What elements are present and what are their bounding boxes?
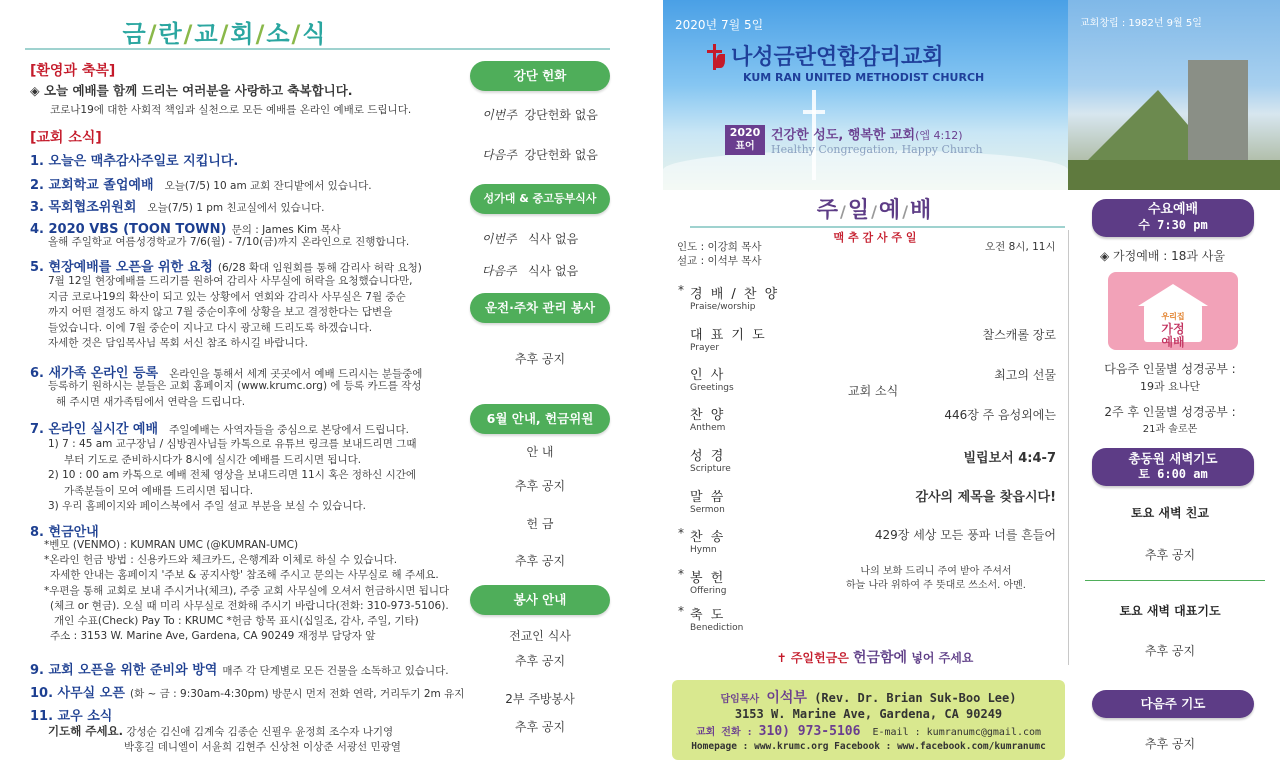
family-worship-lesson: ◈ 가정예배 : 18과 사울 <box>1100 249 1225 263</box>
dawn-prayer-badge: 총동원 새벽기도 토 6:00 am <box>1092 448 1254 486</box>
usher-label: 안 내 <box>526 445 554 459</box>
altar-flowers-header: 강단 헌화 <box>470 61 610 91</box>
column-divider <box>1068 230 1069 665</box>
church-address: 3153 W. Marine Ave, Gardena, CA 90249 <box>734 707 1003 721</box>
motto-en: Healthy Congregation, Happy Church <box>771 143 983 156</box>
pastor-line: 담임목사 이석부 (Rev. Dr. Brian Suk-Boo Lee) <box>720 690 1017 706</box>
study-two-weeks: 2주 후 인물별 성경공부 : 21과 솔로몬 <box>1104 405 1236 435</box>
order-prayer: 대 표 기 도 Prayer 찰스캐롤 장로 <box>690 328 1056 353</box>
vbs-detail: 올해 주일학교 여름성경학교가 7/6(월) - 7/10(금)까지 온라인으로 진행합니다. <box>48 236 410 248</box>
worship-divider <box>690 226 1065 228</box>
meal-this-week: 이번주 식사 없음 <box>481 232 579 246</box>
right-divider <box>1085 580 1265 581</box>
kitchen-value: 추후 공지 <box>514 720 566 734</box>
church-lawn <box>1068 160 1280 190</box>
offering-label: 헌 금 <box>526 517 554 531</box>
offering-value: 추후 공지 <box>514 554 566 568</box>
news-item-7: 7. 온라인 실시간 예배 주일예배는 사역자들을 중심으로 본당에서 드립니다. <box>30 422 409 437</box>
prayer-list: 기도해 주세요. 강성순 김신애 김계숙 김종순 신필우 윤정희 조수자 나기영 <box>48 724 394 738</box>
worship-subtitle: 맥 추 감 사 주 일 <box>833 231 917 244</box>
web-line: Homepage : www.krumc.org Facebook : www.facebook.com/kumranumc <box>691 741 1046 752</box>
order-scripture: 성 경 Scripture 빌립보서 4:4-7 <box>690 449 1056 474</box>
logo-text: 우리집 가정 예배 <box>1144 304 1202 342</box>
title-char: 란 <box>158 20 184 48</box>
order-hymn: * 찬 송 Hymn 429장 세상 모든 풍파 너를 흔들어 <box>678 526 1056 555</box>
umc-logo-icon <box>705 44 725 70</box>
sat-prayer: 토요 새벽 대표기도 <box>1119 604 1221 618</box>
contact-box <box>672 680 1065 760</box>
title-char: 금 <box>122 20 148 48</box>
study-next-week: 다음주 인물별 성경공부 : 19과 요나단 <box>1104 362 1236 393</box>
news-item-2: 2. 교회학교 졸업예배 오늘(7/5) 10 am 교회 잔디밭에서 있습니다. <box>30 178 372 193</box>
order-greetings: 인 사 Greetings 최고의 선물 교회 소식 <box>690 368 1056 398</box>
news-item-10: 10. 사무실 오픈 (화 ~ 금 : 9:30am-4:30pm) 방문시 먼저 전화 연락, 거리두기 2m 유지 <box>30 686 465 701</box>
altar-next-week: 다음주 강단헌화 없음 <box>482 148 598 162</box>
news-item-11: 11. 교우 소식 <box>30 709 113 724</box>
next-prayer-value: 추후 공지 <box>1144 737 1196 751</box>
news-header: [교회 소식] <box>30 130 102 146</box>
sat-fellowship: 토요 새벽 친교 <box>1131 506 1209 520</box>
choir-meal-header: 성가대 & 중고등부식사 <box>470 184 610 214</box>
motto-year-badge: 2020 표어 <box>725 125 765 155</box>
news-item-4: 4. 2020 VBS (TOON TOWN) 문의 : James Kim 목사 <box>30 222 341 237</box>
phone-line: 교회 전화 : 310) 973-5106 E-mail : kumranumc@gmail.com <box>695 724 1042 739</box>
item6-detail: 등록하기 원하시는 분들은 교회 홈페이지 (www.krumc.org) 에 등록 카드를 작성 해 주시면 새가족팀에서 연락을 드립니다. <box>48 380 422 408</box>
wed-service-badge: 수요예배 수 7:30 pm <box>1092 199 1254 237</box>
title-char: 식 <box>302 20 328 48</box>
parking-value: 추후 공지 <box>514 352 566 366</box>
order-anthem: 찬 양 Anthem 446장 주 음성외에는 <box>690 408 1056 433</box>
news-item-1: 1. 오늘은 맥추감사주일로 지킵니다. <box>30 154 239 169</box>
news-item-3: 3. 목회협조위원회 오늘(7/5) 1 pm 친교실에서 있습니다. <box>30 200 325 215</box>
next-prayer-badge: 다음주 기도 <box>1092 690 1254 718</box>
news-item-5: 5. 현장예배를 오픈을 위한 요청 (6/28 확대 임원회를 통해 감리사 허락 요청) <box>30 260 422 275</box>
order-sermon: 말 씀 Sermon 감사의 제목을 찾읍시다! <box>690 490 1056 515</box>
welcome-header: [환영과 축복] <box>30 63 116 79</box>
church-tower <box>1188 60 1248 170</box>
title-char: 교 <box>194 20 220 48</box>
item5-detail: 7월 12일 현장예배를 드리기를 원하여 감리사 사무실에 허락을 요청했습니다만, 지금 코로나19의 확산이 되고 있는 상황에서 연회와 감리사 사무실은 7월 중순 까지 어떤 결정도 하지 않고 7월 중순이후에 상황을 보고 결정한다는 답변을 들었습니다. 이에 7월 중순이 지나고 다시 광고해 드리도록 하겠습니다. 자세한 것은 담임목사님 목회 서신 참조 하시길 바랍니다. <box>48 275 413 349</box>
leader: 인도 : 이강희 목사 <box>677 241 762 253</box>
founded-date: 교회창립 : 1982년 9월 5일 <box>1080 18 1202 29</box>
altar-this-week: 이번주 강단헌화 없음 <box>482 108 598 122</box>
order-benediction: * 축 도 Benediction <box>678 604 744 633</box>
church-name: 나성금란연합감리교회 <box>731 45 944 70</box>
prayer-list-2: 박홍길 데니엘이 서윤희 김현주 신상천 이상준 서광선 민광열 <box>124 741 401 753</box>
item8-detail: *벤모 (VENMO) : KUMRAN UMC (@KUMRAN-UMC) *온라인 헌금 방법 : 신용카드와 체크카드, 은행계좌 이체로 하실 수 있습니다. 자세한 안내는 홈페이지 '주보 & 공지사항' 참조해 주시고 문의는 사무실로 해 주세요. *우편을 통해 교회로 보내 주시거나(체크), 주중 교회 사무실에 오셔서 헌금하시면 됩니다 (체크 or 현금). 오실 때 미리 사무실로 전화해 주시기 바랍니다(전화: 310-973-5106). 개인 수표(Check) Pay To : KRUMC *헌금 항목 표시(십일조, 감사, 주일, 기타) 주소 : 3153 W. Marine Ave, Gardena, CA 90249 재정부 담당자 앞 <box>44 539 450 643</box>
bulletin-date: 2020년 7월 5일 <box>675 18 764 32</box>
church-name-en: KUM RAN UNITED METHODIST CHURCH <box>743 71 985 84</box>
order-praise: * 경 배 / 찬 양 Praise/worship <box>678 283 780 312</box>
meal-label: 전교인 식사 <box>509 629 571 643</box>
meal-value: 추후 공지 <box>514 654 566 668</box>
church-banner <box>663 0 1068 190</box>
welcome-note: 코로나19에 대한 사회적 책임과 실천으로 모든 예배를 온라인 예배로 드립니다. <box>50 104 412 116</box>
family-worship-logo <box>1108 272 1238 350</box>
usher-value: 추후 공지 <box>514 479 566 493</box>
offering-note: ✝ 주일헌금은 헌금함에 넣어 주세요 <box>776 650 974 666</box>
motto: 건강한 성도, 행복한 교회(엡 4:12) <box>771 128 963 143</box>
news-item-6: 6. 새가족 온라인 등록 온라인을 통해서 세계 곳곳에서 예배 드리시는 분들중에 <box>30 366 423 381</box>
church-photo <box>1068 0 1280 190</box>
welcome-line: ◈ 오늘 예배를 함께 드리는 여러분을 사랑하고 축복합니다. <box>30 83 353 98</box>
title-char: 회 <box>230 20 256 48</box>
sat-fellowship-value: 추후 공지 <box>1144 548 1196 562</box>
ushers-header: 6월 안내, 헌금위원 <box>470 404 610 434</box>
news-item-9: 9. 교회 오픈을 위한 준비와 방역 매주 각 단계별로 모든 건물을 소독하고 있습니다. <box>30 663 449 678</box>
kitchen-label: 2부 주방봉사 <box>505 692 575 706</box>
sat-prayer-value: 추후 공지 <box>1144 644 1196 658</box>
volunteer-header: 봉사 안내 <box>470 585 610 615</box>
page-title: 금/란/교/회/소/식 <box>122 20 328 48</box>
order-offering: * 봉 헌 Offering 나의 보화 드리니 주여 받아 주셔서 하늘 나라 위하여 주 뜻대로 쓰소서. 아멘. <box>678 566 1026 596</box>
item7-detail: 1) 7 : 45 am 교구장님 / 심방권사님들 카톡으로 유튜브 링크를 보내드리면 그때 부터 기도로 준비하시다가 8시에 실시간 예배를 드리시면 됩니다. 2) 10 : 00 am 카톡으로 예배 전체 영상을 보내드리면 11시 혹은 정하신 시간에 가족분들이 모여 예배를 드리시면 됩니다. 3) 우리 홈페이지와 페이스북에서 주일 설교 부분을 보실 수 있습니다. <box>48 438 417 512</box>
meal-next-week: 다음주 식사 없음 <box>481 264 579 278</box>
service-time: 오전 8시, 11시 <box>985 241 1056 253</box>
parking-header: 운전·주차 관리 봉사 <box>470 293 610 323</box>
cloud-shape <box>663 150 1068 190</box>
preacher: 설교 : 이석부 목사 <box>677 255 762 267</box>
news-item-8: 8. 현금안내 <box>30 525 99 540</box>
worship-title: 주/일/예/배 <box>816 198 934 223</box>
title-char: 소 <box>266 20 292 48</box>
